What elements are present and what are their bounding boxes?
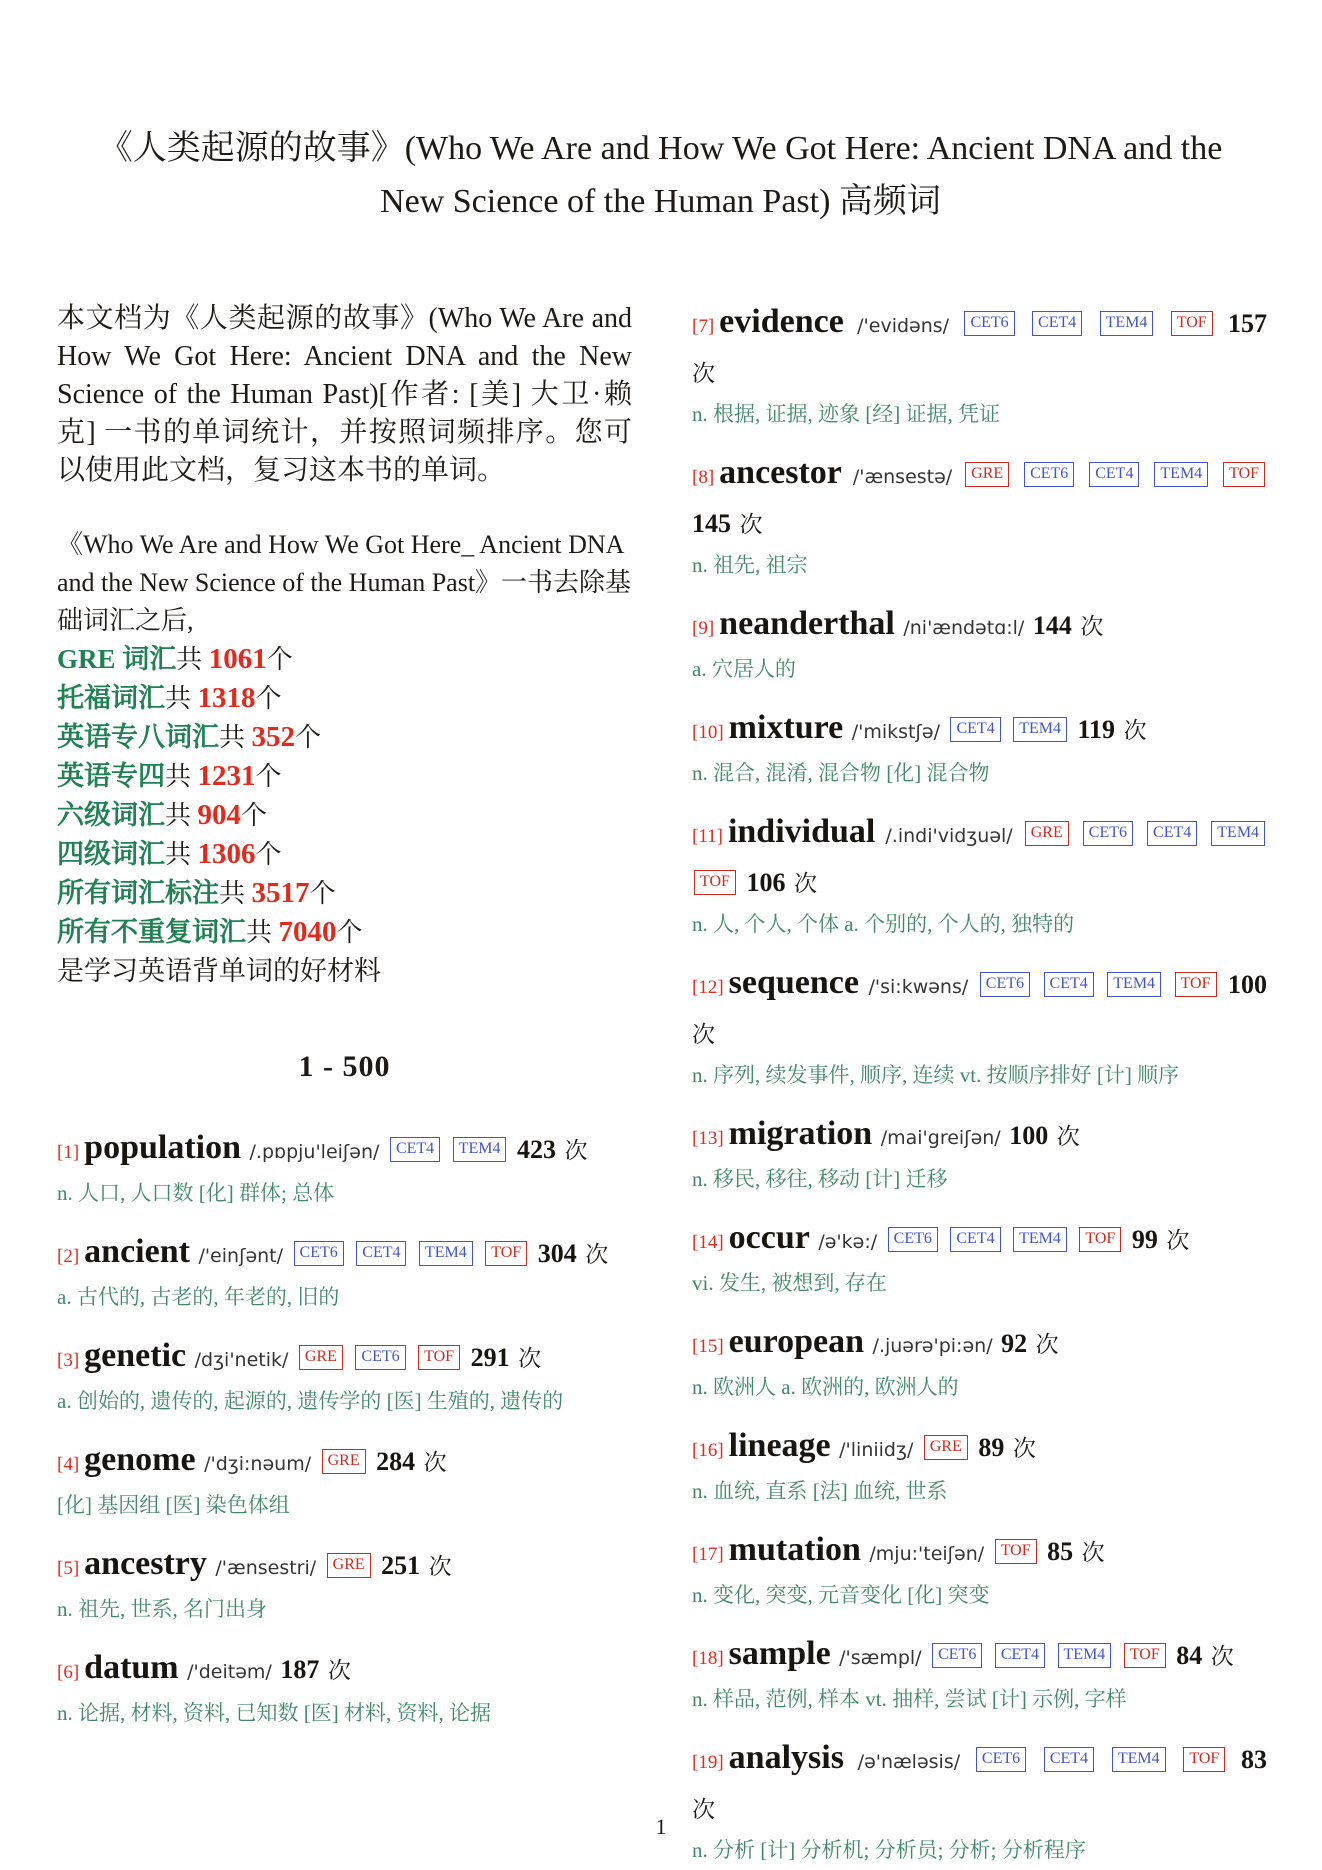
entry-index: [14] [692, 1232, 724, 1253]
stat-unit: 个 [309, 879, 336, 908]
stat-label: 英语专八词汇 [57, 722, 219, 752]
entry-phonetic: /'deitəm/ [187, 1661, 272, 1683]
entry-phonetic: /'evidəns/ [857, 315, 950, 337]
entry-word: evidence [719, 303, 844, 340]
word-entry [57, 1542, 632, 1626]
entry-count: 144 [1032, 611, 1072, 640]
entry-definition: n. 变化, 突变, 元音变化 [化] 突变 [692, 1583, 990, 1607]
entry-index: [15] [692, 1336, 724, 1357]
word-entry [57, 1230, 632, 1314]
stat-unit: 个 [241, 801, 268, 830]
tag-badge: TOF [995, 1539, 1037, 1564]
entry-definition: [化] 基因组 [医] 染色体组 [57, 1493, 290, 1517]
entry-word: genome [84, 1441, 196, 1478]
tag-badge: CET4 [1147, 821, 1197, 846]
word-entry [692, 810, 1267, 941]
tag-badge: GRE [1025, 821, 1069, 846]
stat-label: 所有不重复词汇 [57, 917, 246, 947]
tag-badge: CET6 [1024, 462, 1074, 487]
entry-count: 106 [746, 868, 786, 897]
entry-word: occur [728, 1219, 810, 1256]
entry-index: [9] [692, 618, 715, 639]
intro-paragraph: 本文档为《人类起源的故事》(Who We Are and How We Got Here: Ancient DNA and the New Science of the Human Past)[作者: [美] 大卫·赖克] 一书的单词统计，并按照词频排序。您可以使用此文档，复习这本书的单词。 [57, 303, 632, 486]
entry-headline [692, 706, 1267, 755]
entry-index: [10] [692, 722, 724, 743]
stats-list [57, 640, 632, 952]
entry-definition: n. 样品, 范例, 样本 vt. 抽样, 尝试 [计] 示例, 字样 [692, 1687, 1127, 1711]
tag-badge: TOF [694, 870, 736, 895]
tag-badge: CET4 [1044, 1747, 1094, 1772]
stat-connector: 共 [165, 762, 198, 791]
entries-left [57, 1126, 632, 1730]
stat-unit: 个 [266, 645, 293, 674]
stat-count: 1231 [197, 760, 256, 792]
entry-word: datum [84, 1649, 179, 1686]
entry-word: ancestry [84, 1545, 207, 1582]
entry-phonetic: /.indi'vidʒuəl/ [885, 825, 1013, 847]
entry-index: [17] [692, 1544, 724, 1565]
entry-phonetic: /ə'kə:/ [818, 1231, 878, 1253]
stat-row [57, 718, 632, 757]
count-unit: 次 [1210, 1644, 1234, 1669]
tag-badge: CET4 [995, 1643, 1045, 1668]
entry-definition: n. 序列, 续发事件, 顺序, 连续 vt. 按顺序排好 [计] 顺序 [692, 1063, 1180, 1087]
section-heading: 1 - 500 [298, 1050, 391, 1083]
tag-badge: TOF [1171, 311, 1213, 336]
entry-word: sequence [728, 964, 859, 1001]
entry-count: 119 [1077, 715, 1116, 744]
stats-closing-note: 是学习英语背单词的好材料 [57, 956, 381, 986]
tag-badge: CET4 [950, 717, 1000, 742]
entry-index: [5] [57, 1558, 80, 1579]
entry-index: [16] [692, 1440, 724, 1461]
entry-word: ancient [84, 1233, 190, 1270]
entry-phonetic: /'einʃənt/ [198, 1245, 284, 1267]
entry-definition: n. 祖先, 祖宗 [692, 553, 808, 577]
tag-badge: TOF [1183, 1747, 1225, 1772]
entry-headline [57, 1334, 632, 1383]
tag-badge: TOF [1223, 462, 1265, 487]
word-entry [692, 1216, 1267, 1300]
count-unit: 次 [1056, 1124, 1080, 1149]
count-unit: 次 [327, 1658, 351, 1683]
word-entry [692, 451, 1267, 582]
entry-index: [13] [692, 1128, 724, 1149]
entry-count: 291 [470, 1343, 510, 1372]
two-column-layout [57, 300, 1268, 1870]
entry-headline [692, 602, 1267, 651]
entry-word: genetic [84, 1337, 187, 1374]
page-number: 1 [655, 1814, 667, 1839]
entry-definition: n. 欧洲人 a. 欧洲的, 欧洲人的 [692, 1375, 959, 1399]
entry-phonetic: /'sæmpl/ [839, 1647, 922, 1669]
entry-definition: n. 移民, 移往, 移动 [计] 迁移 [692, 1167, 948, 1191]
entry-count: 187 [280, 1655, 320, 1684]
stat-row [57, 835, 632, 874]
tag-badge: CET6 [294, 1241, 344, 1266]
entry-count: 304 [537, 1239, 577, 1268]
entry-count: 145 [692, 509, 731, 538]
tag-badge: CET6 [355, 1345, 405, 1370]
entry-index: [11] [692, 826, 723, 847]
count-unit: 次 [1123, 718, 1147, 743]
book-title-line: 《Who We Are and How We Got Here_ Ancient DNA and the New Science of the Human Past》一书去除基础词汇之后, [57, 530, 632, 635]
stat-unit: 个 [295, 723, 322, 752]
entry-count: 100 [1009, 1121, 1049, 1150]
entry-definition: n. 混合, 混淆, 混合物 [化] 混合物 [692, 761, 990, 785]
count-unit: 次 [1035, 1332, 1059, 1357]
word-entry [57, 1438, 632, 1522]
stat-count: 1306 [197, 838, 256, 870]
entry-count: 423 [516, 1135, 556, 1164]
entry-definition: n. 人, 个人, 个体 a. 个别的, 个人的, 独特的 [692, 912, 1075, 936]
entry-index: [1] [57, 1142, 80, 1163]
entry-count: 92 [1001, 1329, 1028, 1358]
entry-count: 83 [1241, 1745, 1268, 1774]
count-unit: 次 [739, 512, 763, 537]
entry-phonetic: /.juərə'pi:ən/ [872, 1335, 993, 1357]
stat-row [57, 757, 632, 796]
entry-definition: n. 人口, 人口数 [化] 群体; 总体 [57, 1181, 335, 1205]
stat-label: 所有词汇标注 [57, 878, 219, 908]
stat-unit: 个 [255, 840, 282, 869]
entry-word: migration [728, 1115, 873, 1152]
stat-unit: 个 [336, 918, 363, 947]
count-unit: 次 [1080, 614, 1104, 639]
entry-headline [692, 1424, 1267, 1473]
stat-label: 英语专四 [57, 761, 165, 791]
entry-index: [18] [692, 1648, 724, 1669]
entry-count: 251 [381, 1551, 421, 1580]
entry-word: neanderthal [719, 605, 895, 642]
entry-headline [692, 1528, 1267, 1577]
tag-badge: CET6 [932, 1643, 982, 1668]
stat-count: 7040 [278, 916, 337, 948]
word-entry [57, 1646, 632, 1730]
entry-definition: a. 穴居人的 [692, 657, 796, 681]
count-unit: 次 [793, 871, 817, 896]
tag-badge: CET4 [950, 1227, 1000, 1252]
count-unit: 次 [564, 1138, 588, 1163]
tag-badge: GRE [322, 1449, 366, 1474]
stat-row [57, 679, 632, 718]
tag-badge: TEM4 [1013, 1227, 1067, 1252]
entry-count: 157 [1228, 309, 1268, 338]
entry-index: [3] [57, 1350, 80, 1371]
tag-badge: TOF [1175, 972, 1217, 997]
entry-count: 84 [1176, 1641, 1203, 1670]
entry-phonetic: /'mikstʃə/ [851, 721, 940, 743]
word-entry [692, 300, 1267, 431]
count-unit: 次 [1012, 1436, 1036, 1461]
vocabulary-stats-block [57, 526, 632, 990]
stat-label: 六级词汇 [57, 800, 165, 830]
word-entry [692, 961, 1267, 1092]
entry-word: population [84, 1129, 242, 1166]
entry-phonetic: /ə'næləsis/ [857, 1751, 961, 1773]
word-entry [692, 1320, 1267, 1404]
entry-definition: a. 古代的, 古老的, 年老的, 旧的 [57, 1285, 340, 1309]
tag-badge: TEM4 [1211, 821, 1265, 846]
entry-headline [692, 451, 1267, 547]
entry-word: mutation [728, 1531, 861, 1568]
entry-definition: n. 论据, 材料, 资料, 已知数 [医] 材料, 资料, 论据 [57, 1701, 491, 1725]
tag-badge: CET4 [1044, 972, 1094, 997]
stat-count: 1318 [197, 682, 256, 714]
count-unit: 次 [1166, 1228, 1190, 1253]
entry-phonetic: /.pɒpju'leiʃən/ [249, 1141, 380, 1163]
entry-word: lineage [728, 1427, 831, 1464]
entry-word: individual [727, 813, 876, 850]
entry-index: [6] [57, 1662, 80, 1683]
entry-headline [692, 300, 1267, 396]
tag-badge: CET4 [1032, 311, 1082, 336]
stat-connector: 共 [165, 840, 198, 869]
count-unit: 次 [585, 1242, 609, 1267]
count-unit: 次 [423, 1450, 447, 1475]
stat-row [57, 874, 632, 913]
word-entry [692, 706, 1267, 790]
entry-phonetic: /mai'greiʃən/ [880, 1127, 1001, 1149]
entries-right [692, 300, 1267, 1867]
stat-row [57, 640, 632, 679]
entry-count: 100 [1228, 970, 1268, 999]
stat-unit: 个 [255, 762, 282, 791]
entry-phonetic: /mju:'teiʃən/ [869, 1543, 985, 1565]
entry-phonetic: /'ænsestri/ [215, 1557, 317, 1579]
tag-badge: TEM4 [1058, 1643, 1112, 1668]
entry-index: [4] [57, 1454, 80, 1475]
stat-count: 904 [197, 799, 242, 831]
tag-badge: TOF [418, 1345, 460, 1370]
word-entry [692, 1632, 1267, 1716]
tag-badge: CET6 [964, 311, 1014, 336]
word-entry [692, 1424, 1267, 1508]
entry-headline [57, 1126, 632, 1175]
tag-badge: CET6 [980, 972, 1030, 997]
count-unit: 次 [692, 361, 715, 386]
count-unit: 次 [692, 1797, 715, 1822]
entry-word: mixture [728, 709, 844, 746]
stat-label: 托福词汇 [57, 683, 165, 713]
stat-unit: 个 [255, 684, 282, 713]
tag-badge: CET6 [976, 1747, 1026, 1772]
stat-connector: 共 [246, 918, 279, 947]
entry-word: european [728, 1323, 865, 1360]
word-entry [692, 1112, 1267, 1196]
stat-count: 3517 [251, 877, 310, 909]
tag-badge: TEM4 [1107, 972, 1161, 997]
tag-badge: TOF [1079, 1227, 1121, 1252]
entry-phonetic: /ni'ændətɑ:l/ [903, 617, 1025, 639]
entry-count: 284 [376, 1447, 416, 1476]
entry-headline [692, 1320, 1267, 1369]
entry-word: analysis [728, 1739, 844, 1776]
tag-badge: TEM4 [453, 1137, 507, 1162]
entry-count: 85 [1047, 1537, 1074, 1566]
entry-headline [57, 1542, 632, 1591]
tag-badge: GRE [327, 1553, 371, 1578]
left-column [57, 300, 632, 1870]
entry-index: [12] [692, 977, 724, 998]
tag-badge: CET4 [356, 1241, 406, 1266]
stat-connector: 共 [219, 879, 252, 908]
stat-label: 四级词汇 [57, 839, 165, 869]
entry-definition: n. 根据, 证据, 迹象 [经] 证据, 凭证 [692, 402, 1000, 426]
entry-phonetic: /'si:kwəns/ [868, 976, 969, 998]
tag-badge: TEM4 [1100, 311, 1154, 336]
entry-definition: n. 分析 [计] 分析机; 分析员; 分析; 分析程序 [692, 1838, 1086, 1862]
entry-count: 99 [1131, 1225, 1158, 1254]
entry-index: [19] [692, 1752, 724, 1773]
word-entry [692, 602, 1267, 686]
count-unit: 次 [518, 1346, 542, 1371]
entry-phonetic: /'ænsestə/ [852, 466, 953, 488]
entry-phonetic: /dʒi'netik/ [194, 1349, 289, 1371]
tag-badge: TEM4 [1154, 462, 1208, 487]
entry-headline [57, 1438, 632, 1487]
entry-phonetic: /'dʒi:nəum/ [204, 1453, 312, 1475]
entry-definition: n. 祖先, 世系, 名门出身 [57, 1597, 267, 1621]
entry-index: [2] [57, 1246, 80, 1267]
entry-headline [692, 1112, 1267, 1161]
right-column [692, 300, 1267, 1870]
tag-badge: CET4 [1089, 462, 1139, 487]
stat-connector: 共 [165, 684, 198, 713]
stat-connector: 共 [219, 723, 252, 752]
tag-badge: GRE [924, 1435, 968, 1460]
stat-connector: 共 [165, 801, 198, 830]
entry-headline [692, 961, 1267, 1057]
entry-headline [57, 1230, 632, 1279]
word-entry [57, 1334, 632, 1418]
tag-badge: TEM4 [1013, 717, 1067, 742]
count-unit: 次 [428, 1554, 452, 1579]
entry-headline [692, 810, 1267, 906]
entry-headline [692, 1632, 1267, 1681]
tag-badge: TEM4 [1112, 1747, 1166, 1772]
stat-row [57, 913, 632, 952]
entry-word: sample [728, 1635, 831, 1672]
stat-count: 1061 [208, 643, 267, 675]
tag-badge: TEM4 [419, 1241, 473, 1266]
entry-definition: vi. 发生, 被想到, 存在 [692, 1271, 887, 1295]
entry-index: [7] [692, 316, 715, 337]
entry-count: 89 [978, 1433, 1005, 1462]
tag-badge: CET4 [390, 1137, 440, 1162]
tag-badge: CET6 [1083, 821, 1133, 846]
entry-word: ancestor [719, 454, 842, 491]
entry-phonetic: /'liniidʒ/ [839, 1439, 914, 1461]
entry-definition: n. 血统, 直系 [法] 血统, 世系 [692, 1479, 948, 1503]
entry-headline [692, 1216, 1267, 1265]
tag-badge: TOF [1124, 1643, 1166, 1668]
word-entry [692, 1528, 1267, 1612]
tag-badge: CET6 [888, 1227, 938, 1252]
count-unit: 次 [692, 1022, 715, 1047]
word-entry [692, 1736, 1267, 1867]
stat-connector: 共 [176, 645, 209, 674]
tag-badge: GRE [299, 1345, 343, 1370]
entry-headline [57, 1646, 632, 1695]
entry-definition: a. 创始的, 遗传的, 起源的, 遗传学的 [医] 生殖的, 遗传的 [57, 1389, 564, 1413]
stat-label: GRE 词汇 [57, 644, 177, 674]
word-entry [57, 1126, 632, 1210]
page-title: 《人类起源的故事》(Who We Are and How We Got Here: Ancient DNA and the New Science of the Human Past) 高频词 [98, 130, 1223, 220]
stat-count: 352 [251, 721, 296, 753]
stat-row [57, 796, 632, 835]
tag-badge: GRE [965, 462, 1009, 487]
tag-badge: TOF [485, 1241, 527, 1266]
entry-index: [8] [692, 467, 715, 488]
count-unit: 次 [1081, 1540, 1105, 1565]
